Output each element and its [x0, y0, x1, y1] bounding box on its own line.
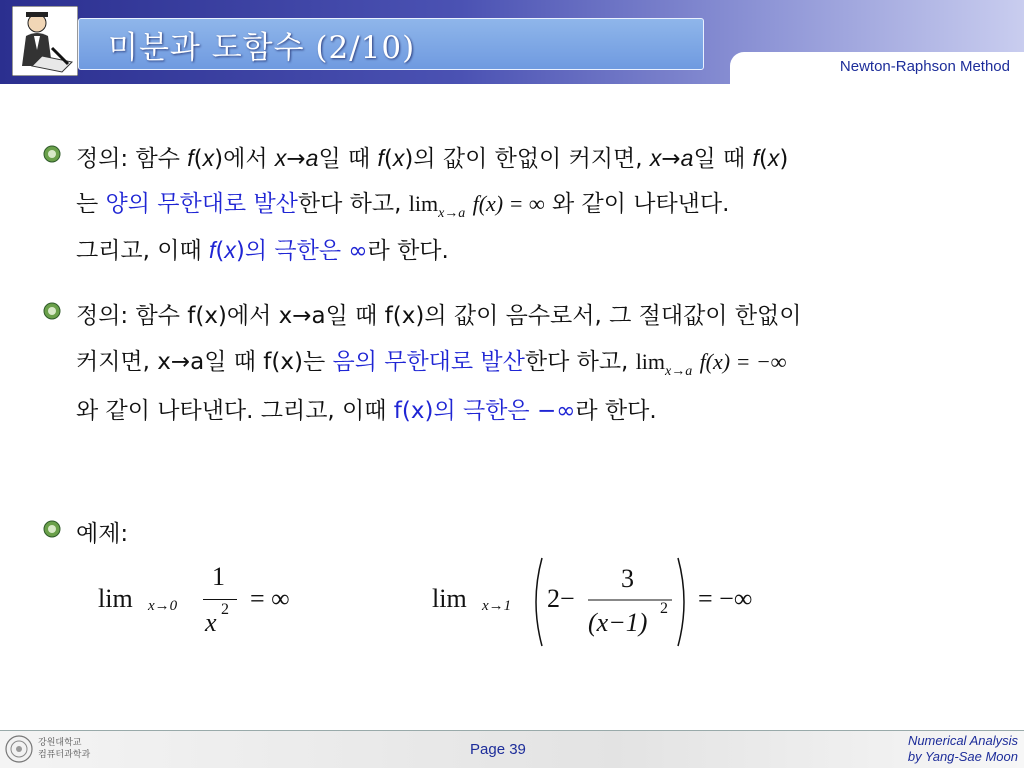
ex2-a: 2− [547, 584, 575, 613]
ex2-num: 3 [621, 564, 634, 593]
page-number: Page 39 [470, 741, 526, 758]
ex1-exp: 2 [221, 601, 229, 618]
ex1-fraction-bar [203, 599, 237, 600]
ex2-lim: lim [432, 584, 467, 613]
slide-subtitle: Newton-Raphson Method [839, 58, 1010, 75]
footer-credit: Numerical Analysis by Yang-Sae Moon [907, 733, 1018, 764]
ex2-rhs: = −∞ [698, 584, 753, 613]
example-label: 예제: [76, 521, 129, 547]
university-seal-icon [4, 734, 34, 764]
ex1-rhs: = ∞ [250, 584, 290, 613]
ex2-sub: x→1 [482, 598, 512, 614]
ex1-den: x [205, 608, 217, 637]
ex1-num: 1 [212, 562, 225, 591]
ex1-lim: lim [98, 584, 133, 613]
bullet-icon [42, 301, 62, 321]
ex2-den: (x−1) [588, 608, 648, 637]
professor-writing-icon [12, 6, 78, 76]
bullet-icon [42, 144, 62, 164]
negative-infinity-term: 음의 무한대로 발산 [332, 349, 525, 375]
positive-infinity-term: 양의 무한대로 발산 [105, 191, 298, 217]
def2-line2: 커지면, x→a일 때 f(x)는 음의 무한대로 발산한다 하고, $\lim_{x\to a} f(x)$ = −∞ [76, 349, 787, 379]
def1-line3: 그리고, 이때 f(x)의 극한은 ∞라 한다. [76, 237, 449, 264]
def2-line1: 정의: 함수 f(x)에서 x→a일 때 f(x)의 값이 음수로서, 그 절대값이 한없이 [76, 303, 802, 329]
def1-line2: 는 양의 무한대로 발산한다 하고, $\lim_{x\to a} f(x)$ = ∞ 와 같이 나타낸다. [76, 191, 730, 221]
def1-line1: 정의: 함수 f(x)에서 x→a일 때 f(x)의 값이 한없이 커지면, x→a일 때 f(x) [76, 145, 789, 172]
ex1-sub: x→0 [148, 598, 178, 614]
slide-title: 미분과 도함수 (2/10) [108, 30, 416, 66]
def2-line3: 와 같이 나타낸다. 그리고, 이때 f(x)의 극한은 −∞라 한다. [76, 398, 657, 424]
ex2-exp: 2 [660, 600, 668, 617]
bullet-icon [42, 519, 62, 539]
university-name: 강원대학교 컴퓨터과학과 [38, 738, 91, 760]
